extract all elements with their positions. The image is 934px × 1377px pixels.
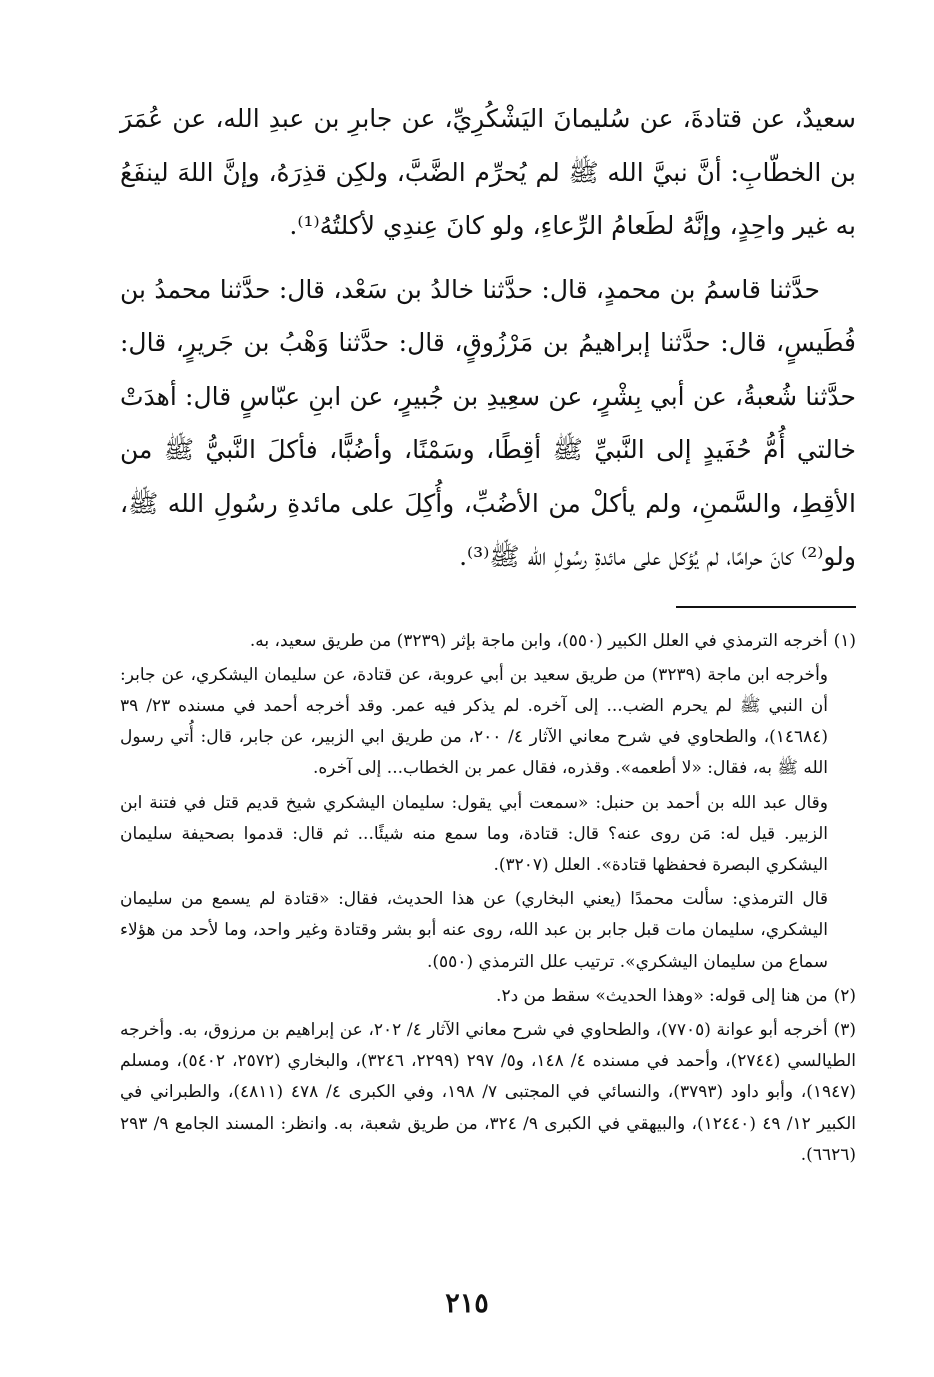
main-text bbox=[120, 92, 856, 584]
main-paragraph-1: سعيدٌ، عن قتادةَ، عن سُليمانَ اليَشْكُرِيِّ، عن جابرِ بن عبدِ الله، عن عُمَرَ بن الخطّابِ: أنَّ نبيَّ الله ﷺ لم يُحرِّم الضَّبَّ، ولكِن قذِرَهُ، وإنَّ اللهَ لينفَعُ به غير واحِدٍ، وإنَّهُ لطَعامُ الرِّعاءِ، ولو كانَ عِندِي لأكلتُهُ⁽¹⁾. bbox=[120, 104, 856, 240]
footnote-3 bbox=[120, 1015, 856, 1171]
footnote-divider bbox=[676, 606, 856, 608]
footnote-1-paragraph-2: وقال عبد الله بن أحمد بن حنبل: «سمعت أبي يقول: سليمان اليشكري شيخ قديم قتل في فتنة ابن الزبير. قيل له: مَن روى عنه؟ قال: قتادة، وما سمع منه شيئًا... ثم قال: قدموا بصحيفة سليمان اليشكري البصرة فحفظها قتادة». العلل (٣٢٠٧). bbox=[120, 792, 828, 875]
footnotes-section bbox=[120, 626, 856, 1171]
page-content bbox=[120, 92, 856, 1174]
footnote-1-paragraph-3: قال الترمذي: سألت محمدًا (يعني البخاري) عن هذا الحديث، فقال: «قتادة لم يسمع من سليمان اليشكري، سليمان مات قبل جابر بن عبد الله، روى عنه أبو بشر وقتادة وغير واحد، وما لأحد من هؤلاء سماع من سليمان اليشكري». ترتيب علل الترمذي (٥٥٠). bbox=[120, 889, 828, 972]
footnote-1-text: أخرجه الترمذي في العلل الكبير (٥٥٠)، وابن ماجة بإثر (٣٢٣٩) من طريق سعيد، به. bbox=[249, 630, 828, 651]
footnote-1 bbox=[120, 626, 856, 657]
footnote-1-number: (١) bbox=[833, 630, 856, 651]
footnote-1-paragraph-1: وأخرجه ابن ماجة (٣٢٣٩) من طريق سعيد بن أبي عروبة، عن قتادة، عن سليمان اليشكري، عن جابر: أن النبي ﷺ لم يحرم الضب... إلى آخره. لم يذكر فيه عمر. وقد أخرجه أحمد في مسنده ٢٣/ ٣٩ (١٤٦٨٤)، والطحاوي في شرح معاني الآثار ٤/ ٢٠٠، من طريق ابي الزبير، عن جابر، قال: أُتي رسول الله ﷺ به، فقال: «لا أطعمه». وقذره، فقال عمر بن الخطاب... إلى آخره. bbox=[120, 664, 828, 779]
footnote-2 bbox=[120, 981, 856, 1012]
footnote-2-number: (٢) bbox=[833, 985, 856, 1006]
footnote-2-text: من هنا إلى قوله: «وهذا الحديث» سقط من د٢. bbox=[496, 985, 828, 1006]
footnote-3-text: أخرجه أبو عوانة (٧٧٠٥)، والطحاوي في شرح معاني الآثار ٤/ ٢٠٢، عن إبراهيم بن مرزوق، به. وأخرجه الطيالسي (٢٧٤٤)، وأحمد في مسنده ٤/ ١٤٨، و٥/ ٢٩٧ (٢٢٩٩، ٣٢٤٦)، والبخاري (٢٥٧٢، ٥٤٠٢)، ومسلم (١٩٤٧)، وأبو داود (٣٧٩٣)، والنسائي في المجتبى ٧/ ١٩٨، وفي الكبرى ٤/ ٤٧٨ (٤٨١١)، والطبراني في الكبير ١٢/ ٤٩ (١٢٤٤٠)، والبيهقي في الكبرى ٩/ ٣٢٤، من طريق شعبة، به. وانظر: المسند الجامع ٩/ ٢٩٣ (٦٦٢٦). bbox=[120, 1019, 857, 1165]
footnote-3-number: (٣) bbox=[833, 1019, 856, 1040]
page-number: ٢١٥ bbox=[445, 1288, 489, 1319]
main-paragraph-2: حدَّثنا قاسمُ بن محمدٍ، قال: حدَّثنا خالدُ بن سَعْد، قال: حدَّثنا محمدُ بن فُطَيسٍ، قال: حدَّثنا إبراهيمُ بن مَرْزُوقٍ، قال: حدَّثنا وَهْبُ بن جَريرٍ، قال: حدَّثنا شُعبةُ، عن أبي بِشْرٍ، عن سعِيدِ بن جُبيرٍ، عن ابنِ عبّاسٍ قال: أهدَتْ خالتي أُمُّ حُفَيدٍ إلى النَّبيِّ ﷺ أقِطًا، وسَمْنًا، وأضُبًّا، فأكلَ النَّبيُّ ﷺ من الأقِطِ، والسَّمنِ، ولم يأكلْ من الأضُبِّ، وأُكِلَ على مائدةِ رسُولِ الله ﷺ، ولو⁽²⁾ كانَ حرامًا، لم يُؤكل على مائدةِ رسُولِ الله ﷺ⁽³⁾. bbox=[120, 274, 856, 571]
